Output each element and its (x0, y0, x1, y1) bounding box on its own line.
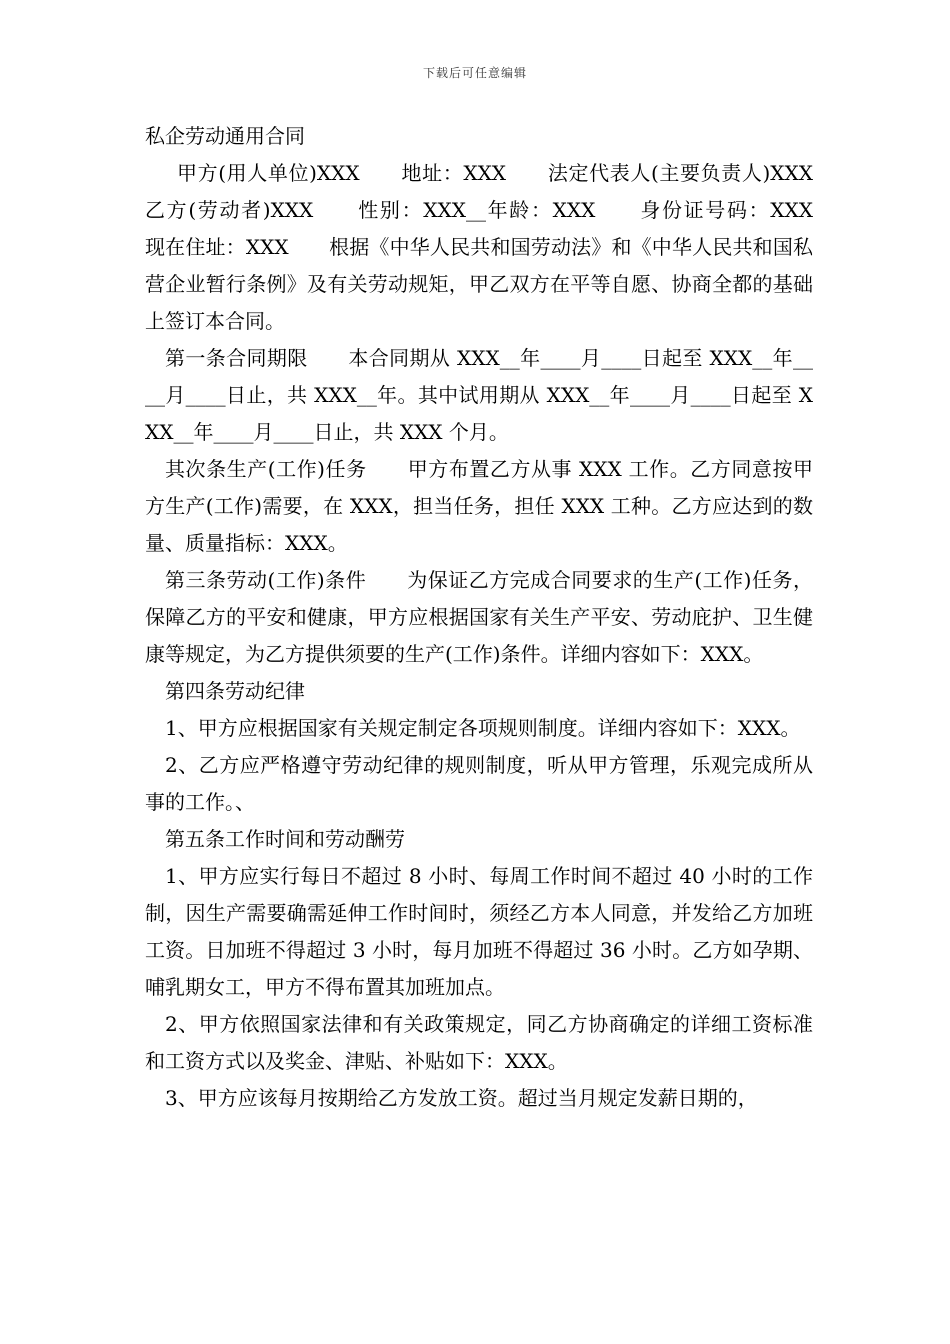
paragraph-parties: 甲方(用人单位)XXX 地址：XXX 法定代表人(主要负责人)XXX 乙方(劳动者)XXX 性别：XXX__年龄：XXX 身份证号码：XXX 现在住址：XXX 根据《中华人民共和国劳动法》和《中华人民共和国私营企业暂行条例》及有关劳动规矩，甲乙双方在平等自愿、协商全都的基础上签订本合同。 (145, 161, 853, 333)
paragraph-article-3: 第三条劳动(工作)条件 为保证乙方完成合同要求的生产(工作)任务，保障乙方的平安和健康，甲方应根据国家有关生产平安、劳动庇护、卫生健康等规定，为乙方提供须要的生产(工作)条件。详细内容如下：XXX。 (145, 568, 813, 666)
paragraph-article-5-heading: 第五条工作时间和劳动酬劳 (165, 827, 405, 851)
document-body (145, 118, 853, 1117)
paragraph-article-1: 第一条合同期限 本合同期从 XXX__年____月____日起至 XXX__年____月____日止，共 XXX__年。其中试用期从 XXX__年____月____日起至 XXX__年____月____日止，共 XXX 个月。 (145, 346, 813, 444)
page-header-note: 下载后可任意编辑 (422, 66, 527, 80)
document-title: 私企劳动通用合同 (145, 124, 305, 148)
paragraph-article-5-item-1: 1、甲方应实行每日不超过 8 小时、每周工作时间不超过 40 小时的工作制，因生产需要确需延伸工作时间时，须经乙方本人同意，并发给乙方加班工资。日加班不得超过 3 小时，每月加班不得超过 36 小时。乙方如孕期、哺乳期女工，甲方不得布置其加班加点。 (145, 864, 813, 999)
paragraph-article-2: 其次条生产(工作)任务 甲方布置乙方从事 XXX 工作。乙方同意按甲方生产(工作)需要，在 XXX，担当任务，担任 XXX 工种。乙方应达到的数量、质量指标：XXX。 (145, 457, 813, 555)
paragraph-article-4-heading: 第四条劳动纪律 (165, 679, 305, 703)
paragraph-article-5-item-2: 2、甲方依照国家法律和有关政策规定，同乙方协商确定的详细工资标准和工资方式以及奖金、津贴、补贴如下：XXX。 (145, 1012, 813, 1073)
paragraph-article-4-item-1: 1、甲方应根据国家有关规定制定各项规则制度。详细内容如下：XXX。 (165, 716, 801, 740)
paragraph-article-4-item-2: 2、乙方应严格遵守劳动纪律的规则制度，听从甲方管理，乐观完成所从事的工作。、 (145, 753, 813, 814)
paragraph-article-5-item-3: 3、甲方应该每月按期给乙方发放工资。超过当月规定发薪日期的， (165, 1086, 758, 1110)
